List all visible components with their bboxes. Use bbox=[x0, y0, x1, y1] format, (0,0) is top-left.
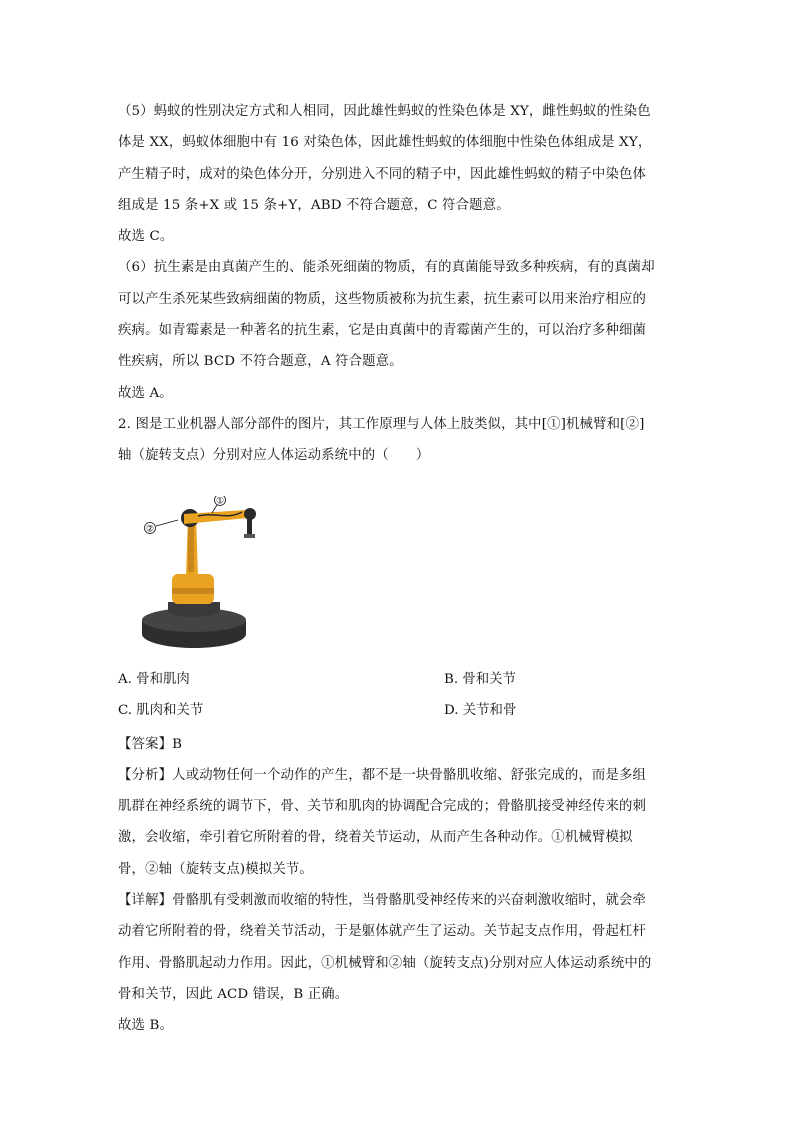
q1-part6-line: （6）抗生素是由真菌产生的、能杀死细菌的物质，有的真菌能导致多种疾病，有的真菌却 bbox=[118, 260, 655, 276]
robot-arm-figure bbox=[138, 496, 266, 656]
q2-stem-line: 2. 图是工业机器人部分部件的图片，其工作原理与人体上肢类似，其中[①]机械臂和[②] bbox=[118, 416, 645, 432]
q2-detail-line: 【详解】骨骼肌有受刺激而收缩的特性，当骨骼肌受神经传来的兴奋刺激收缩时，就会牵 bbox=[118, 893, 647, 909]
option-a: A. 骨和肌肉 bbox=[118, 671, 190, 687]
document-page bbox=[118, 96, 678, 1042]
q2-analysis-line: 【分析】人或动物任何一个动作的产生，都不是一块骨骼肌收缩、舒张完成的，而是多组 bbox=[118, 767, 647, 783]
q2-analysis-line: 骨，②轴（旋转支点)模拟关节。 bbox=[118, 861, 313, 877]
q1-part5-line: （5）蚂蚁的性别决定方式和人相同，因此雄性蚂蚁的性染色体是 XY，雌性蚂蚁的性染色 bbox=[118, 104, 651, 119]
figure-label-2: ② bbox=[145, 524, 155, 535]
q2-options bbox=[118, 664, 678, 728]
q1-part6-choice: 故选 A。 bbox=[118, 385, 173, 401]
q1-part6-line: 性疾病，所以 BCD 不符合题意，A 符合题意。 bbox=[118, 354, 403, 370]
q2-detail-line: 骨和关节，因此 ACD 错误，B 正确。 bbox=[118, 986, 349, 1002]
q2-stem-line: 轴（旋转支点）分别对应人体运动系统中的（ ） bbox=[118, 448, 430, 464]
q1-part5-line: 体是 XX，蚂蚁体细胞中有 16 对染色体，因此雄性蚂蚁的体细胞中性染色体组成是 XY， bbox=[118, 135, 652, 151]
robot-arm-illustration bbox=[138, 496, 266, 656]
q2-detail-line: 动着它所附着的骨，绕着关节活动，于是躯体就产生了运动。关节起支点作用，骨起杠杆 bbox=[118, 924, 647, 940]
q1-part6-line: 可以产生杀死某些致病细菌的物质，这些物质被称为抗生素，抗生素可以用来治疗相应的 bbox=[118, 291, 647, 307]
figure-label-1: ① bbox=[215, 496, 225, 507]
option-d: D. 关节和骨 bbox=[444, 702, 517, 718]
q1-part5-line: 组成是 15 条+X 或 15 条+Y，ABD 不符合题意，C 符合题意。 bbox=[118, 197, 510, 213]
q2-detail-line: 作用、骨骼肌起动力作用。因此，①机械臂和②轴（旋转支点)分别对应人体运动系统中的 bbox=[118, 955, 652, 971]
option-c: C. 肌肉和关节 bbox=[118, 702, 204, 718]
q1-part5-line: 产生精子时，成对的染色体分开，分别进入不同的精子中，因此雄性蚂蚁的精子中染色体 bbox=[118, 166, 647, 182]
q1-part6-line: 疾病。如青霉素是一种著名的抗生素，它是由真菌中的青霉菌产生的，可以治疗多种细菌 bbox=[118, 323, 647, 339]
q2-analysis-line: 肌群在神经系统的调节下，骨、关节和肌肉的协调配合完成的；骨骼肌接受神经传来的刺 bbox=[118, 799, 647, 815]
q2-choice: 故选 B。 bbox=[118, 1018, 174, 1034]
q2-answer: 【答案】B bbox=[118, 736, 183, 752]
q1-part5-choice: 故选 C。 bbox=[118, 229, 174, 245]
q2-analysis-line: 激，会收缩，牵引着它所附着的骨，绕着关节运动，从而产生各种动作。①机械臂模拟 bbox=[118, 830, 633, 846]
option-b: B. 骨和关节 bbox=[444, 671, 516, 687]
